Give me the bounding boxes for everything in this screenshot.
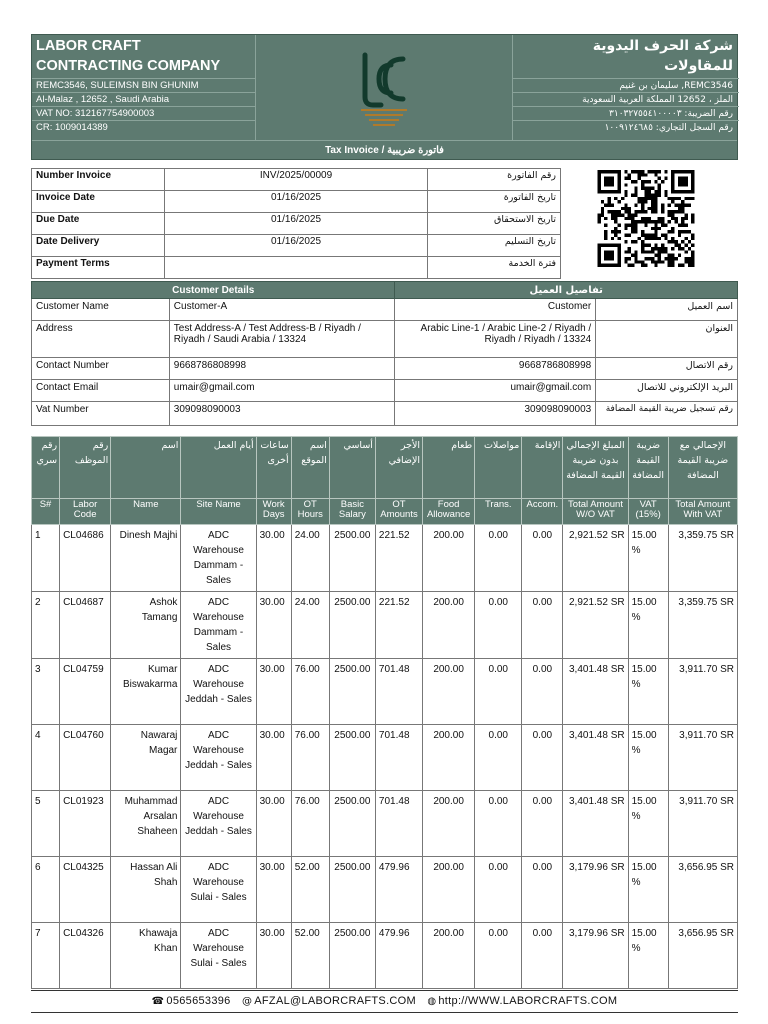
contact-email-label-ar: البريد الإلكتروني للاتصال [596,380,738,402]
customer-details-header: Customer Details [32,282,395,299]
table-cell: 2,921.52 SR [563,592,628,659]
table-cell: CL04325 [60,857,111,923]
table-cell: 0.00 [522,659,563,725]
address-label-ar: العنوان [596,321,738,358]
footer-phone-text: 0565653396 [166,995,231,1007]
table-cell: 701.48 [375,659,422,725]
table-cell: 3,911.70 SR [668,725,737,791]
column-header-ar: رقم سري [32,437,60,499]
contact-number-label-ar: رقم الاتصال [596,358,738,380]
column-header: Accom. [522,499,563,525]
table-row [32,659,738,725]
column-header-ar: الأجر الإضافي [375,437,422,499]
vat-number-value-ar: 309098090003 [395,402,596,426]
contact-email-label: Contact Email [32,380,170,402]
table-cell: 0.00 [475,659,522,725]
contact-email-value: umair@gmail.com [169,380,395,402]
column-header: Name [111,499,181,525]
column-header-ar: طعام [423,437,475,499]
table-cell: 3,401.48 SR [563,659,628,725]
table-cell: 3,359.75 SR [668,525,737,592]
qr-code [595,170,697,267]
column-header-ar: الإقامة [522,437,563,499]
customer-details-table [31,281,738,426]
footer-email[interactable] [242,995,416,1007]
company-vat-number: VAT NO: 312167754900003 [32,107,255,121]
table-cell: CL04686 [60,525,111,592]
table-cell: Ashok Tamang [111,592,181,659]
table-cell: 76.00 [291,659,329,725]
table-cell: 15.00 % [628,725,668,791]
table-cell: 52.00 [291,923,329,989]
column-header: OT Amounts [375,499,422,525]
table-cell: 701.48 [375,725,422,791]
column-header-ar: ضريبة القيمة المضافة [628,437,668,499]
table-cell: ADC Warehouse Sulai - Sales [181,923,256,989]
column-header: VAT (15%) [628,499,668,525]
table-cell: 2500.00 [329,725,375,791]
globe-icon: ◍ [427,996,437,1007]
table-cell: ADC Warehouse Jeddah - Sales [181,659,256,725]
footer-website[interactable] [427,995,617,1007]
column-header: Total Amount W/O VAT [563,499,628,525]
table-cell: 0.00 [475,525,522,592]
company-cr-number: CR: 1009014389 [36,122,108,133]
table-cell: 0.00 [522,592,563,659]
due-date-label: Due Date [32,213,165,235]
table-cell: 30.00 [256,791,291,857]
invoice-date-label: Invoice Date [32,191,165,213]
table-cell: 24.00 [291,592,329,659]
footer-phone[interactable] [152,995,231,1007]
table-cell: 3,911.70 SR [668,791,737,857]
address-value-ar: Arabic Line-1 / Arabic Line-2 / Riyadh / Riyadh / Riyadh / 13324 [395,321,596,358]
table-cell: 52.00 [291,857,329,923]
table-cell: 3,401.48 SR [563,791,628,857]
table-cell: 15.00 % [628,857,668,923]
table-cell: 30.00 [256,857,291,923]
table-cell: ADC Warehouse Dammam - Sales [181,525,256,592]
items-body [32,525,738,989]
column-header-ar: اسم الموقع [291,437,329,499]
invoice-info-table [31,168,561,279]
column-header: Work Days [256,499,291,525]
customer-row [32,380,738,402]
customer-name-label: Customer Name [32,299,170,321]
invoice-info-row [32,169,561,191]
payment-terms-label: Payment Terms [32,257,165,279]
at-icon: @ [241,996,253,1007]
table-cell: 200.00 [423,525,475,592]
table-cell: 15.00 % [628,923,668,989]
vat-number-value: 309098090003 [169,402,395,426]
table-cell: CL04687 [60,592,111,659]
company-info-en [32,35,255,140]
footer-email-text: AFZAL@LABORCRAFTS.COM [254,995,416,1007]
column-header: Labor Code [60,499,111,525]
delivery-date-value: 01/16/2025 [164,235,427,257]
table-cell: ADC Warehouse Jeddah - Sales [181,725,256,791]
table-cell: 3,911.70 SR [668,659,737,725]
payment-terms-value [164,257,427,279]
table-cell: 0.00 [475,725,522,791]
table-cell: 15.00 % [628,659,668,725]
contact-number-value: 9668786808998 [169,358,395,380]
table-cell: 479.96 [375,857,422,923]
invoice-header [31,34,738,160]
table-cell: 0.00 [522,525,563,592]
company-logo [351,51,417,129]
table-cell: 3,656.95 SR [668,923,737,989]
contact-number-label: Contact Number [32,358,170,380]
items-header-row-en [32,499,738,525]
phone-icon: ☎ [151,996,165,1007]
table-cell: 0.00 [475,791,522,857]
company-name-en: LABOR CRAFT CONTRACTING COMPANY [32,35,255,79]
table-cell: 24.00 [291,525,329,592]
footer-contacts [31,992,738,1010]
table-cell: 0.00 [475,592,522,659]
company-vat-number-ar: رقم الضريبة: ٣١٠٣٢٧٥٥٤١٠٠٠٠٣ [513,107,739,121]
table-cell: Kumar Biswakarma [111,659,181,725]
address-value: Test Address-A / Test Address-B / Riyadh / Riyadh / Saudi Arabia / 13324 [169,321,395,358]
vat-number-label: Vat Number [32,402,170,426]
company-address-line-ar: الملز ، 12652 المملكة العربية السعودية [513,93,739,107]
table-cell: 200.00 [423,857,475,923]
table-cell: 0.00 [522,725,563,791]
table-cell: 2,921.52 SR [563,525,628,592]
table-cell: 30.00 [256,659,291,725]
column-header: S# [32,499,60,525]
table-cell: 2 [32,592,60,659]
invoice-info-row [32,235,561,257]
table-cell: 221.52 [375,592,422,659]
table-cell: 3,179.96 SR [563,857,628,923]
footer-divider [31,990,738,991]
customer-name-label-ar: اسم العميل [596,299,738,321]
table-cell: 2500.00 [329,791,375,857]
customer-header-row [32,282,738,299]
table-cell: 200.00 [423,923,475,989]
invoice-number-label: Number Invoice [32,169,165,191]
table-cell: Khawaja Khan [111,923,181,989]
table-cell: 2500.00 [329,659,375,725]
table-cell: 30.00 [256,725,291,791]
company-logo-panel [255,35,513,140]
table-cell: 76.00 [291,725,329,791]
table-row [32,923,738,989]
column-header-ar: ساعات أخرى [256,437,291,499]
table-cell: Hassan Ali Shah [111,857,181,923]
column-header-ar: اسم [111,437,181,499]
table-cell: Nawaraj Magar [111,725,181,791]
table-cell: 2500.00 [329,525,375,592]
table-cell: 200.00 [423,659,475,725]
table-cell: 0.00 [522,857,563,923]
delivery-date-label-ar: تاريخ التسليم [428,235,561,257]
company-cr-number-ar: رقم السجل التجاري: ١٠٠٩١٢٤٦٨٥ [604,123,733,133]
table-cell: 0.00 [522,923,563,989]
table-cell: 15.00 % [628,592,668,659]
table-cell: CL04759 [60,659,111,725]
company-address-line-ar: REMC3546, سليمان بن غنيم [513,79,739,93]
table-cell: 4 [32,725,60,791]
footer-divider [31,1012,738,1013]
table-cell: 2500.00 [329,923,375,989]
table-cell: 7 [32,923,60,989]
vat-number-label-ar: رقم تسجيل ضريبة القيمة المضافة [596,402,738,426]
customer-details-header-ar: تفاصيل العميل [395,282,738,299]
due-date-label-ar: تاريخ الاستحقاق [428,213,561,235]
company-address-line: REMC3546, SULEIMSN BIN GHUNIM [32,79,255,93]
column-header-ar: أيام العمل [181,437,256,499]
table-cell: 0.00 [475,923,522,989]
company-address-line: Al-Malaz , 12652 , Saudi Arabia [32,93,255,107]
labor-items-table [31,436,738,989]
column-header: Food Allowance [423,499,475,525]
table-cell: CL04760 [60,725,111,791]
table-cell: 200.00 [423,791,475,857]
column-header: OT Hours [291,499,329,525]
column-header: Trans. [475,499,522,525]
column-header: Site Name [181,499,256,525]
table-cell: 15.00 % [628,525,668,592]
table-row [32,525,738,592]
table-cell: 221.52 [375,525,422,592]
table-cell: 701.48 [375,791,422,857]
address-label: Address [32,321,170,358]
table-row [32,857,738,923]
column-header: Basic Salary [329,499,375,525]
table-cell: 2500.00 [329,592,375,659]
table-cell: 200.00 [423,592,475,659]
column-header-ar: أساسي [329,437,375,499]
invoice-info-row [32,191,561,213]
table-cell: 3,656.95 SR [668,857,737,923]
table-cell: 30.00 [256,923,291,989]
delivery-date-label: Date Delivery [32,235,165,257]
table-cell: 1 [32,525,60,592]
invoice-date-value: 01/16/2025 [164,191,427,213]
table-row [32,725,738,791]
column-header: Total Amount With VAT [668,499,737,525]
invoice-number-label-ar: رقم الفاتورة [428,169,561,191]
customer-row [32,321,738,358]
items-header-row-ar [32,437,738,499]
column-header-ar: الإجمالي مع ضريبة القيمة المضافة [668,437,737,499]
table-cell: 200.00 [423,725,475,791]
document-title: Tax Invoice / فاتورة ضريبية [32,140,737,160]
table-cell: CL01923 [60,791,111,857]
invoice-date-label-ar: تاريخ الفاتورة [428,191,561,213]
table-cell: 2500.00 [329,857,375,923]
invoice-info-row [32,257,561,279]
table-row [32,791,738,857]
payment-terms-label-ar: فترة الخدمة [428,257,561,279]
table-row [32,592,738,659]
company-name-ar: شركة الحرف اليدوية للمقاولات [513,35,739,79]
customer-name-value-ar: Customer [395,299,596,321]
table-cell: 0.00 [475,857,522,923]
table-cell: Muhammad Arsalan Shaheen [111,791,181,857]
customer-row [32,299,738,321]
contact-email-value-ar: umair@gmail.com [395,380,596,402]
table-cell: ADC Warehouse Sulai - Sales [181,857,256,923]
column-header-ar: المبلغ الإجمالي بدون ضريبة القيمة المضافة [563,437,628,499]
table-cell: 3,401.48 SR [563,725,628,791]
table-cell: 30.00 [256,592,291,659]
table-cell: 6 [32,857,60,923]
table-cell: CL04326 [60,923,111,989]
table-cell: 3,359.75 SR [668,592,737,659]
table-cell: 15.00 % [628,791,668,857]
contact-number-value-ar: 9668786808998 [395,358,596,380]
table-cell: 3 [32,659,60,725]
table-cell: ADC Warehouse Dammam - Sales [181,592,256,659]
invoice-info-row [32,213,561,235]
column-header-ar: مواصلات [475,437,522,499]
customer-name-value: Customer-A [169,299,395,321]
table-cell: 30.00 [256,525,291,592]
table-cell: 5 [32,791,60,857]
invoice-number-value: INV/2025/00009 [164,169,427,191]
customer-row [32,402,738,426]
table-cell: ADC Warehouse Jeddah - Sales [181,791,256,857]
customer-row [32,358,738,380]
table-cell: 3,179.96 SR [563,923,628,989]
company-info-ar [513,35,739,140]
column-header-ar: رقم الموظف [60,437,111,499]
table-cell: 76.00 [291,791,329,857]
table-cell: Dinesh Majhi [111,525,181,592]
footer-website-text: http://WWW.LABORCRAFTS.COM [438,995,618,1007]
table-cell: 0.00 [522,791,563,857]
table-cell: 479.96 [375,923,422,989]
due-date-value: 01/16/2025 [164,213,427,235]
